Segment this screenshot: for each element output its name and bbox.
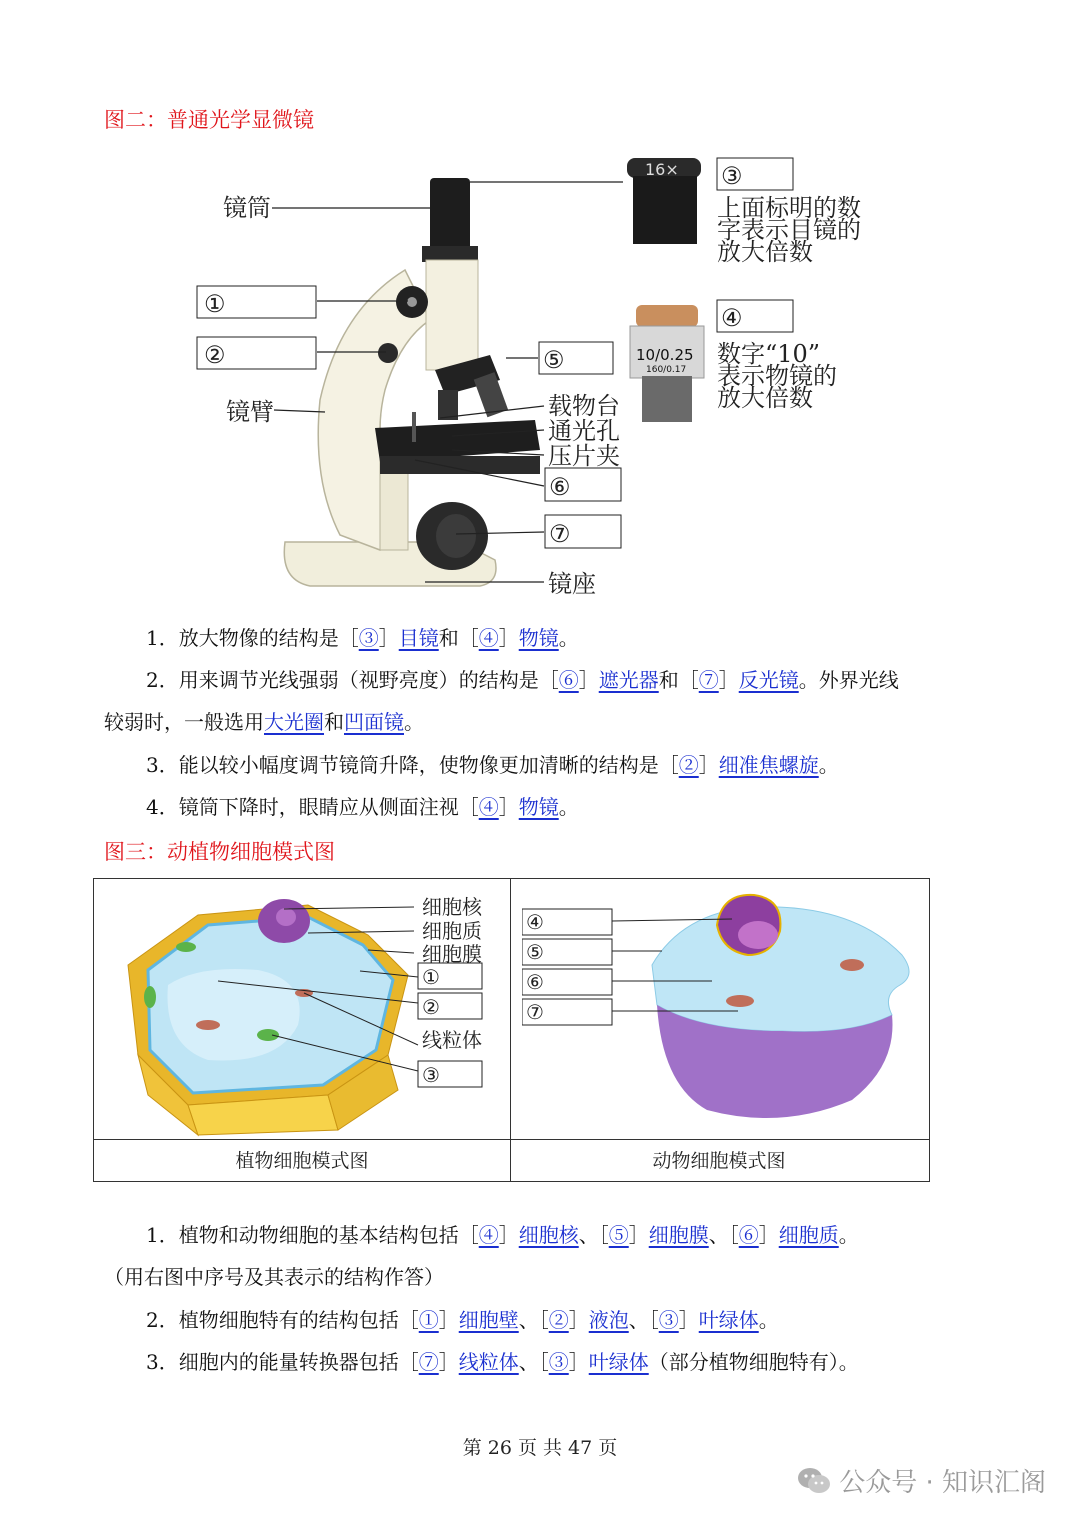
animal-label-5: ⑤ (526, 940, 544, 964)
objective-note-3: 放大倍数 (717, 384, 813, 412)
label-1: ① (204, 290, 226, 318)
plant-label-2: ② (422, 995, 440, 1019)
eyepiece-note-1: 上面标明的数 (717, 194, 861, 222)
label-3: ③ (721, 162, 743, 190)
objective-mark: 10/0.25 (636, 346, 694, 364)
cell-diagram-table (93, 878, 930, 1182)
eyepiece-note-2: 字表示目镜的 (717, 216, 861, 244)
fig2-question-4: 4．镜筒下降时，眼睛应从侧面注视［④］物镜。 (146, 795, 579, 819)
label-clip: 压片夹 (548, 442, 620, 470)
caption-animal-cell: 动物细胞模式图 (652, 1150, 786, 1172)
animal-label-7: ⑦ (526, 1000, 544, 1024)
label-2: ② (204, 341, 226, 369)
label-5: ⑤ (543, 346, 565, 374)
animal-label-4: ④ (526, 910, 544, 934)
plant-label-mito: 线粒体 (422, 1028, 482, 1052)
label-6: ⑥ (549, 473, 571, 501)
label-hole: 通光孔 (548, 417, 620, 445)
animal-label-6: ⑥ (526, 970, 544, 994)
watermark (797, 1462, 1046, 1499)
eyepiece-mark: 16× (645, 160, 679, 179)
label-4: ④ (721, 304, 743, 332)
fig2-question-2: 2．用来调节光线强弱（视野亮度）的结构是［⑥］遮光器和［⑦］反光镜。外界光线 (146, 668, 899, 692)
fig3-question-1: 1．植物和动物细胞的基本结构包括［④］细胞核、［⑤］细胞膜、［⑥］细胞质。 (146, 1223, 859, 1247)
plant-label-nucleus: 细胞核 (422, 895, 482, 919)
label-base: 镜座 (548, 570, 596, 598)
fig2-question-3: 3．能以较小幅度调节镜筒升降，使物像更加清晰的结构是［②］细准焦螺旋。 (146, 753, 839, 777)
fig3-question-1-line2: （用右图中序号及其表示的结构作答） (104, 1265, 444, 1289)
objective-sub: 160/0.17 (646, 365, 687, 375)
page-footer: 第 26 页 共 47 页 (462, 1437, 618, 1459)
animal-cell-diagram (522, 885, 924, 1137)
figure2-title: 图二：普通光学显微镜 (104, 108, 314, 132)
figure3-title: 图三：动植物细胞模式图 (104, 840, 335, 864)
fig2-question-2-line2: 较弱时，一般选用大光圈和凹面镜。 (104, 710, 424, 734)
fig3-question-2: 2．植物细胞特有的结构包括［①］细胞壁、［②］液泡、［③］叶绿体。 (146, 1308, 779, 1332)
objective-note-2: 表示物镜的 (717, 362, 837, 390)
objective-note-1: 数字“10” (717, 340, 821, 368)
eyepiece-note-3: 放大倍数 (717, 238, 813, 266)
plant-cell-diagram (108, 885, 508, 1137)
label-stage: 载物台 (548, 392, 620, 420)
plant-label-cytoplasm: 细胞质 (422, 919, 482, 943)
plant-label-membrane: 细胞膜 (422, 942, 482, 966)
label-arm: 镜臂 (226, 398, 274, 426)
label-7: ⑦ (549, 520, 571, 548)
caption-plant-cell: 植物细胞模式图 (235, 1150, 369, 1172)
fig2-question-1: 1．放大物像的结构是［③］目镜和［④］物镜。 (146, 626, 579, 650)
plant-label-3: ③ (422, 1063, 440, 1087)
wechat-icon (797, 1466, 831, 1496)
label-tube: 镜筒 (223, 194, 271, 222)
plant-label-1: ① (422, 965, 440, 989)
watermark-text: 公众号 · 知识汇阁 (839, 1468, 1046, 1498)
microscope-diagram (190, 150, 900, 610)
fig3-question-3: 3．细胞内的能量转换器包括［⑦］线粒体、［③］叶绿体（部分植物细胞特有）。 (146, 1350, 859, 1374)
